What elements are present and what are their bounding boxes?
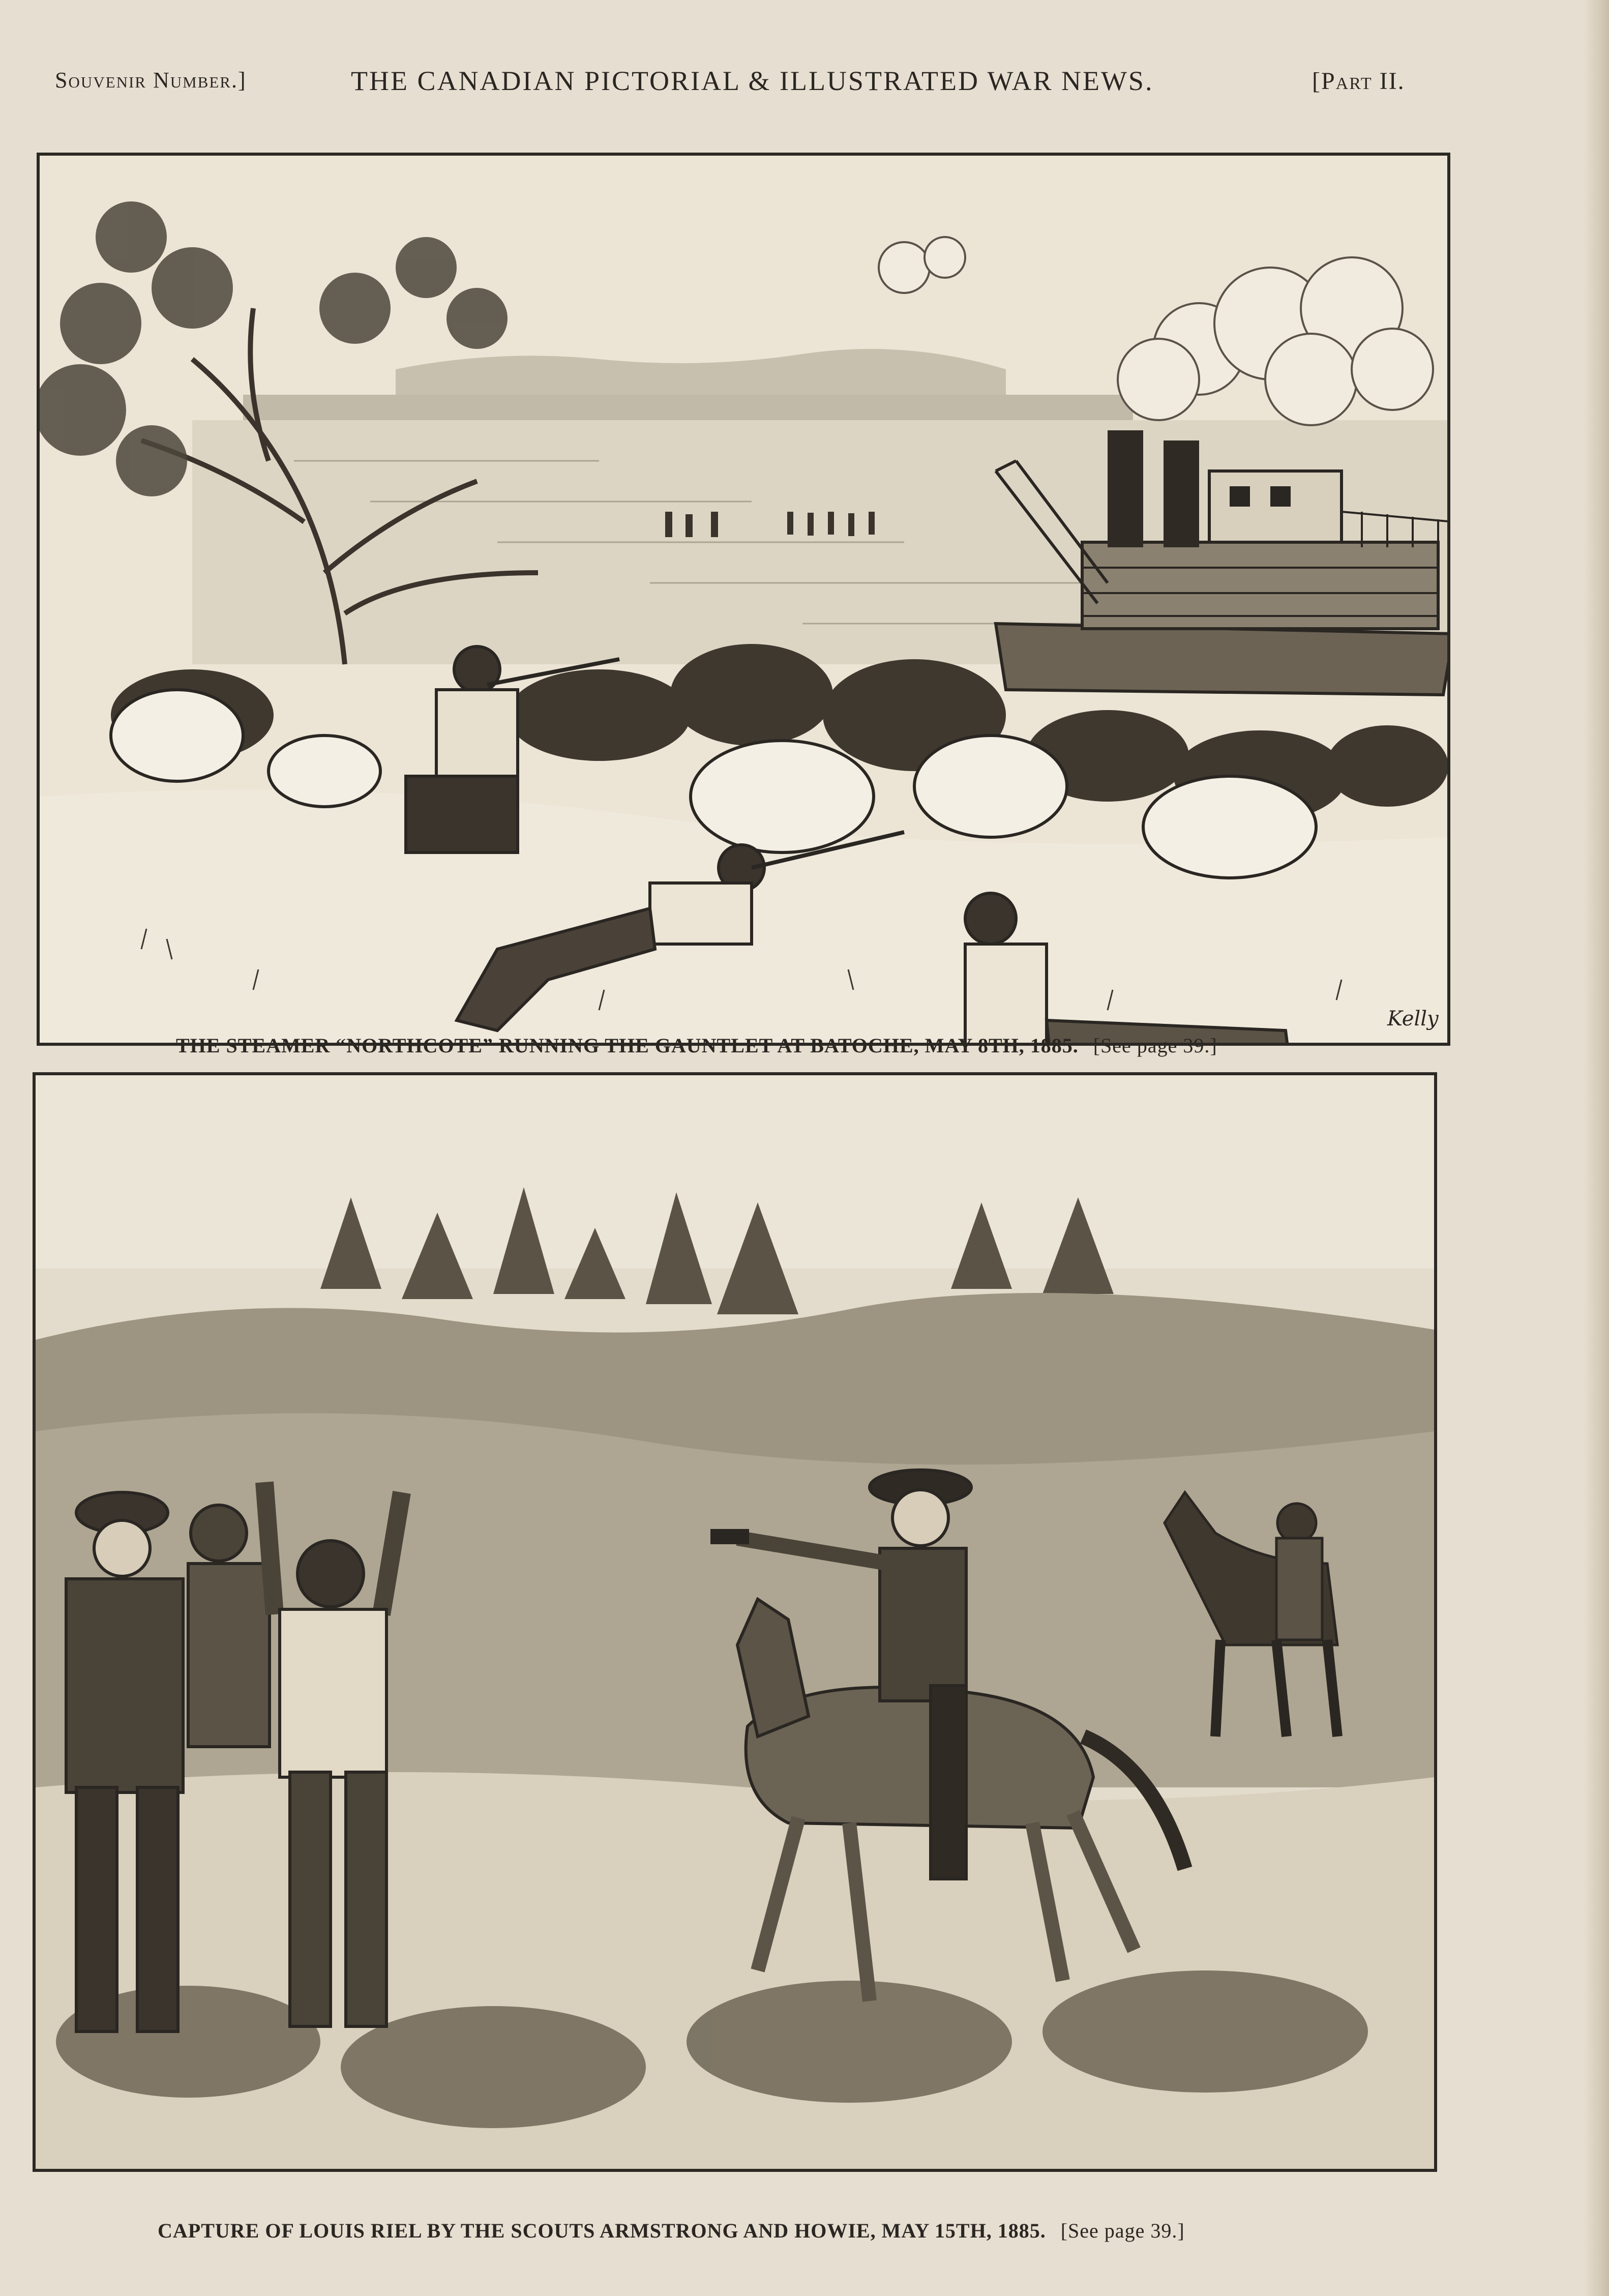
northcote-page-ref: [See page 39.] xyxy=(1093,1034,1217,1057)
riel-caption xyxy=(158,2219,1185,2243)
northcote-engraving xyxy=(40,156,1447,1043)
artist-signature: Kelly xyxy=(1387,1007,1439,1031)
riel-capture-engraving xyxy=(36,1075,1434,2169)
issue-label: Souvenir Number.] xyxy=(55,68,247,93)
part-label: [Part II. xyxy=(1312,68,1405,95)
riel-capture-illustration xyxy=(33,1072,1437,2172)
northcote-caption-text: THE STEAMER “NORTHCOTE” RUNNING THE GAUNTLET AT BATOCHE, MAY 8TH, 1885. xyxy=(176,1034,1079,1057)
riel-page-ref: [See page 39.] xyxy=(1060,2219,1185,2242)
publication-title: THE CANADIAN PICTORIAL & ILLUSTRATED WAR NEWS. xyxy=(351,66,1154,96)
riel-caption-text: CAPTURE OF LOUIS RIEL BY THE SCOUTS ARMSTRONG AND HOWIE, MAY 15TH, 1885. xyxy=(158,2219,1046,2242)
page-edge xyxy=(1584,0,1609,2296)
northcote-illustration xyxy=(37,153,1450,1046)
northcote-caption xyxy=(176,1034,1217,1057)
page-header xyxy=(0,65,1609,106)
